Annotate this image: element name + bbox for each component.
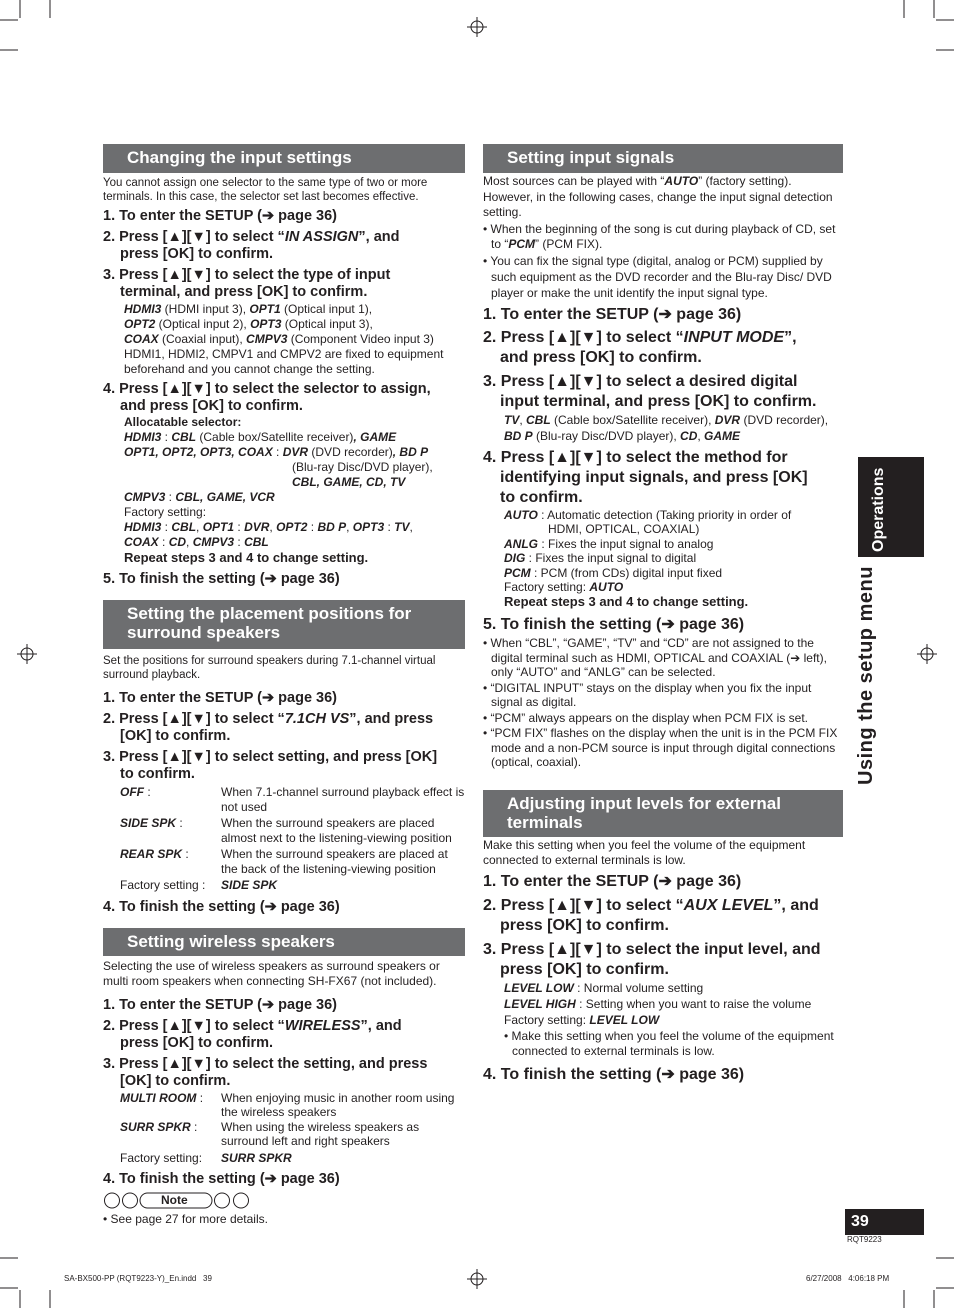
step-3: 3. Press [▲][▼] to select the type of input terminal, and press [OK] to confirm.	[103, 267, 391, 300]
side-title: Using the setup menu	[855, 566, 877, 785]
section-header-input-levels: Adjusting input levels for external terminals	[483, 790, 843, 837]
step-5: 5. To finish the setting (➔ page 36)	[103, 571, 340, 587]
level-options: LEVEL LOW : Normal volume setting LEVEL HIGH : Setting when you want to raise the volume Factory setting: LEVEL LOW	[504, 980, 812, 1027]
bullet-item: • When “CBL”, “GAME”, “TV” and “CD” are not assigned to the digital terminal such as HDMI, OPTICAL and COAXIAL (➔ left), only “AUTO” and “ANLG” can be selected.	[483, 636, 827, 679]
step-3: 3. Press [▲][▼] to select a desired digital input terminal, and press [OK] to confirm.	[483, 372, 817, 410]
step-2: 2. Press [▲][▼] to select “AUX LEVEL”, and press [OK] to confirm.	[483, 896, 819, 934]
step-2: 2. Press [▲][▼] to select “7.1CH VS”, and press [OK] to confirm.	[103, 711, 434, 744]
table-row: MULTI ROOM : When enjoying music in another room using the wireless speakers	[120, 1090, 455, 1119]
allocatable-selectors: Allocatable selector: HDMI3 : CBL (Cable box/Satellite receiver), GAME OPT1, OPT2, OPT3, COAX : DVR (DVD recorder), BD P (Blu-ray Disc/DVD player), CBL, GAME, CD, TV CMPV3 : CBL, GAME, VCR Factory setting: HDMI3 : CBL, OPT1 : DVR, OPT2 : BD P, OPT3 : TV, COAX : CD, CMPV3 : CBL Repeat steps 3 and 4 to change setting.	[124, 415, 433, 565]
section-intro: You cannot assign one selector to the same type of two or more terminals. In this case, the selector set last becomes effective.	[103, 177, 428, 203]
table-row: SIDE SPK : When the surround speakers are placed almost next to the listening-viewing position	[120, 816, 452, 845]
step-4: 4. Press [▲][▼] to select the selector to assign, and press [OK] to confirm.	[103, 381, 431, 414]
table-row: Factory setting: SURR SPKR	[120, 1150, 292, 1165]
footer-timestamp: 6/27/2008 4:06:18 PM	[806, 1274, 890, 1283]
step-3: 3. Press [▲][▼] to select the setting, and press [OK] to confirm.	[103, 1055, 428, 1089]
side-tab-operations	[858, 457, 924, 557]
section-intro: Most sources can be played with “AUTO” (factory setting). However, in the following cases, change the input signal detection setting.	[483, 174, 833, 219]
step-2: 2. Press [▲][▼] to select “INPUT MODE”, and press [OK] to confirm.	[483, 328, 797, 366]
step-1: 1. To enter the SETUP (➔ page 36)	[483, 305, 742, 323]
step-2: 2. Press [▲][▼] to select “IN ASSIGN”, and press [OK] to confirm.	[103, 229, 400, 262]
step-1: 1. To enter the SETUP (➔ page 36)	[103, 690, 337, 706]
step-5: 5. To finish the setting (➔ page 36)	[483, 616, 745, 633]
table-row: SURR SPKR : When using the wireless speakers as surround left and right speakers	[120, 1119, 420, 1148]
bullet-item: • “DIGITAL INPUT” stays on the display when you fix the input signal as digital.	[483, 680, 812, 709]
step-3: 3. Press [▲][▼] to select the input level, and press [OK] to confirm.	[483, 940, 821, 978]
section-header-wireless: Setting wireless speakers	[103, 928, 465, 956]
table-row: Factory setting : SIDE SPK	[120, 878, 278, 892]
table-row: REAR SPK : When the surround speakers are placed at the back of the listening-viewing position	[120, 847, 448, 876]
step-4: 4. To finish the setting (➔ page 36)	[103, 1171, 340, 1187]
doc-code: RQT9223	[847, 1235, 882, 1244]
step-2: 2. Press [▲][▼] to select “WIRELESS”, and press [OK] to confirm.	[103, 1017, 402, 1051]
step-4: 4. To finish the setting (➔ page 36)	[103, 898, 340, 915]
step-1: 1. To enter the SETUP (➔ page 36)	[483, 872, 742, 890]
page-number: 39	[845, 1209, 924, 1235]
registration-mark-left	[17, 644, 37, 664]
section-intro: Selecting the use of wireless speakers as surround speakers or multi room speakers when connecting SH-FX67 (not included).	[103, 958, 440, 988]
note-label: Note	[161, 1193, 188, 1207]
right-column	[483, 144, 843, 1085]
surround-options-table	[120, 785, 465, 893]
registration-mark-bottom	[467, 1269, 487, 1289]
section-intro: Set the positions for surround speakers during 7.1-channel virtual surround playback.	[103, 655, 436, 681]
step-1: 1. To enter the SETUP (➔ page 36)	[103, 208, 337, 224]
table-row: OFF : When 7.1-channel surround playback effect is not used	[120, 785, 465, 814]
footer-file-info: SA-BX500-PP (RQT9223-Y)_En.indd 39	[64, 1274, 212, 1283]
section-header-input-settings: Changing the input settings	[103, 144, 465, 173]
left-column	[103, 144, 465, 1227]
bullet-item: • Make this setting when you feel the volume of the equipment connected to external terminals is low.	[504, 1028, 834, 1058]
section-header-placement: Setting the placement positions for surround speakers	[103, 600, 465, 649]
section-header-input-signals: Setting input signals	[483, 144, 843, 173]
detection-methods: AUTO : Automatic detection (Taking priority in order of HDMI, OPTICAL, COAXIAL) ANLG : Fixes the input signal to analog DIG : Fixes the input signal to digital PCM : PCM (from CDs) digital input fixed Factory setting: AUTO Repeat steps 3 and 4 to change setting.	[504, 507, 792, 609]
registration-mark-top	[467, 17, 487, 37]
bullet-item: • You can fix the signal type (digital, analog or PCM) supplied by such equipment as the DVD recorder and the Blu-ray Disc/ DVD player or make the unit identify the input signal type.	[483, 253, 832, 300]
digital-inputs: TV, CBL (Cable box/Satellite receiver), DVR (DVD recorder), BD P (Blu-ray Disc/DVD player), CD, GAME	[504, 412, 829, 443]
step-4: 4. Press [▲][▼] to select the method for identifying input signals, and press [OK] to confirm.	[483, 448, 808, 506]
step-1: 1. To enter the SETUP (➔ page 36)	[103, 996, 337, 1013]
note-box	[103, 1192, 465, 1209]
wireless-options-table	[120, 1091, 465, 1166]
note-text: • See page 27 for more details.	[103, 1212, 268, 1226]
bullet-item: • “PCM” always appears on the display when PCM FIX is set.	[483, 710, 808, 725]
step-3: 3. Press [▲][▼] to select setting, and press [OK] to confirm.	[103, 749, 438, 782]
registration-mark-right	[917, 644, 937, 664]
bullet-item: • “PCM FIX” flashes on the display when the unit is in the PCM FIX mode and a non-PCM source is input through digital connections (optical, coaxial).	[483, 726, 838, 769]
bullet-item: • When the beginning of the song is cut during playback of CD, set to “PCM” (PCM FIX).	[483, 221, 836, 251]
step-4: 4. To finish the setting (➔ page 36)	[483, 1065, 745, 1083]
section-intro: Make this setting when you feel the volume of the equipment connected to external terminals is low.	[483, 837, 806, 867]
input-type-options: HDMI3 (HDMI input 3), OPT1 (Optical input 1), OPT2 (Optical input 2), OPT3 (Optical input 3), COAX (Coaxial input), CMPV3 (Component Video input 3) HDMI1, HDMI2, CMPV1 and CMPV2 are fixed to equipment beforehand and you cannot change the setting.	[124, 302, 444, 376]
